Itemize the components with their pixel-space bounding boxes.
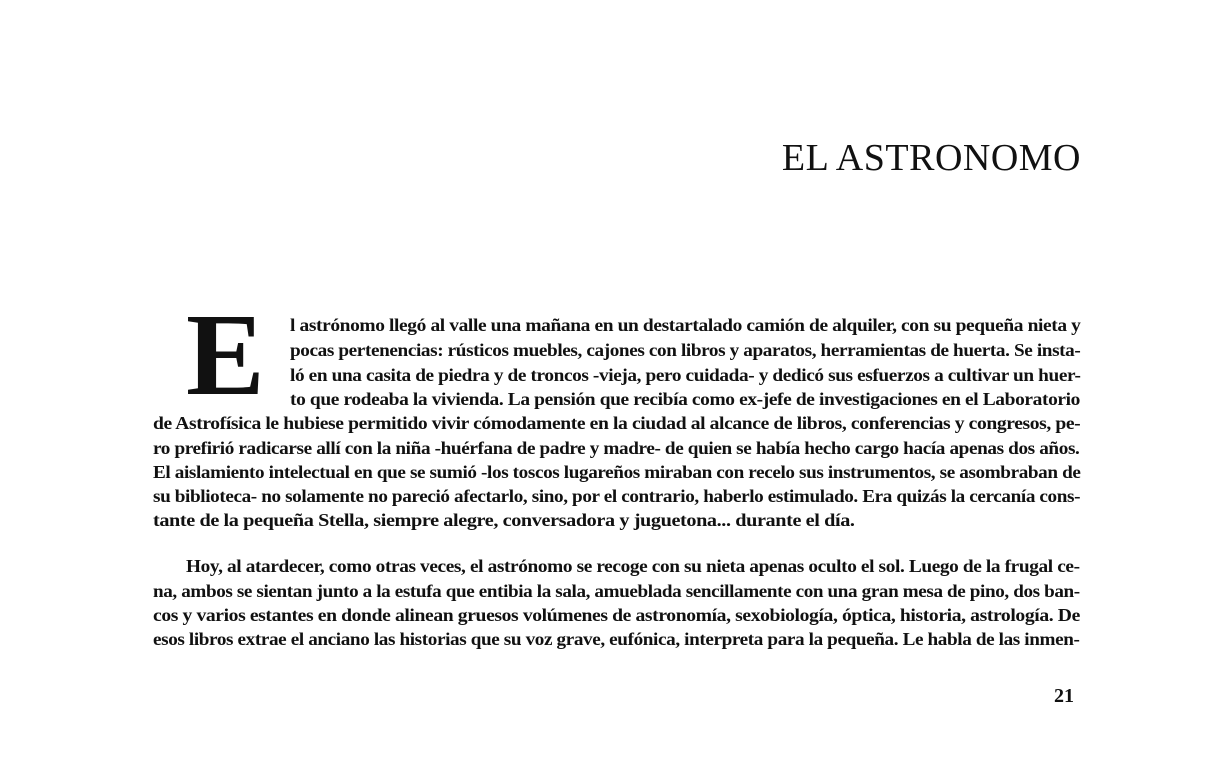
text-line: ló en una casita de piedra y de troncos -vieja, pero cuidada- y dedicó sus esfuerzos a cultivar un huer- <box>290 365 1081 385</box>
text-line: ro prefirió radicarse allí con la niña -huérfana de padre y madre- de quien se había hecho cargo hacía apenas dos años. <box>153 438 1080 458</box>
text-line: na, ambos se sientan junto a la estufa que entibia la sala, amueblada sencillamente con una gran mesa de pino, dos ban- <box>153 581 1080 601</box>
text-line: Hoy, al atardecer, como otras veces, el astrónomo se recoge con su nieta apenas oculto el sol. Luego de la frugal ce- <box>186 556 1080 576</box>
drop-cap: E <box>186 289 265 420</box>
text-line: de Astrofísica le hubiese permitido vivir cómodamente en la ciudad al alcance de libros, conferencias y congresos, pe- <box>153 413 1081 433</box>
text-line: l astrónomo llegó al valle una mañana en un destartalado camión de alquiler, con su pequeña nieta y <box>290 315 1081 335</box>
text-line: tante de la pequeña Stella, siempre alegre, conversadora y juguetona... durante el día. <box>153 510 855 530</box>
text-line: cos y varios estantes en donde alinean gruesos volúmenes de astronomía, sexobiología, óptica, historia, astrología. De <box>153 605 1080 625</box>
text-line: to que rodeaba la vivienda. La pensión que recibía como ex-jefe de investigaciones en el Laboratorio <box>290 389 1080 409</box>
chapter-title: EL ASTRONOMO <box>781 137 1081 179</box>
text-line: su biblioteca- no solamente no pareció afectarlo, sino, por el contrario, haberlo estimulado. Era quizás la cercanía cons- <box>153 486 1081 506</box>
page-number: 21 <box>1054 685 1074 707</box>
text-line: esos libros extrae el anciano las historias que su voz grave, eufónica, interpreta para la pequeña. Le habla de las inmen- <box>153 629 1080 649</box>
text-line: pocas pertenencias: rústicos muebles, cajones con libros y aparatos, herramientas de huerta. Se insta- <box>290 340 1081 360</box>
text-line: El aislamiento intelectual en que se sumió -los toscos lugareños miraban con recelo sus instrumentos, se asombraban de <box>153 462 1081 482</box>
